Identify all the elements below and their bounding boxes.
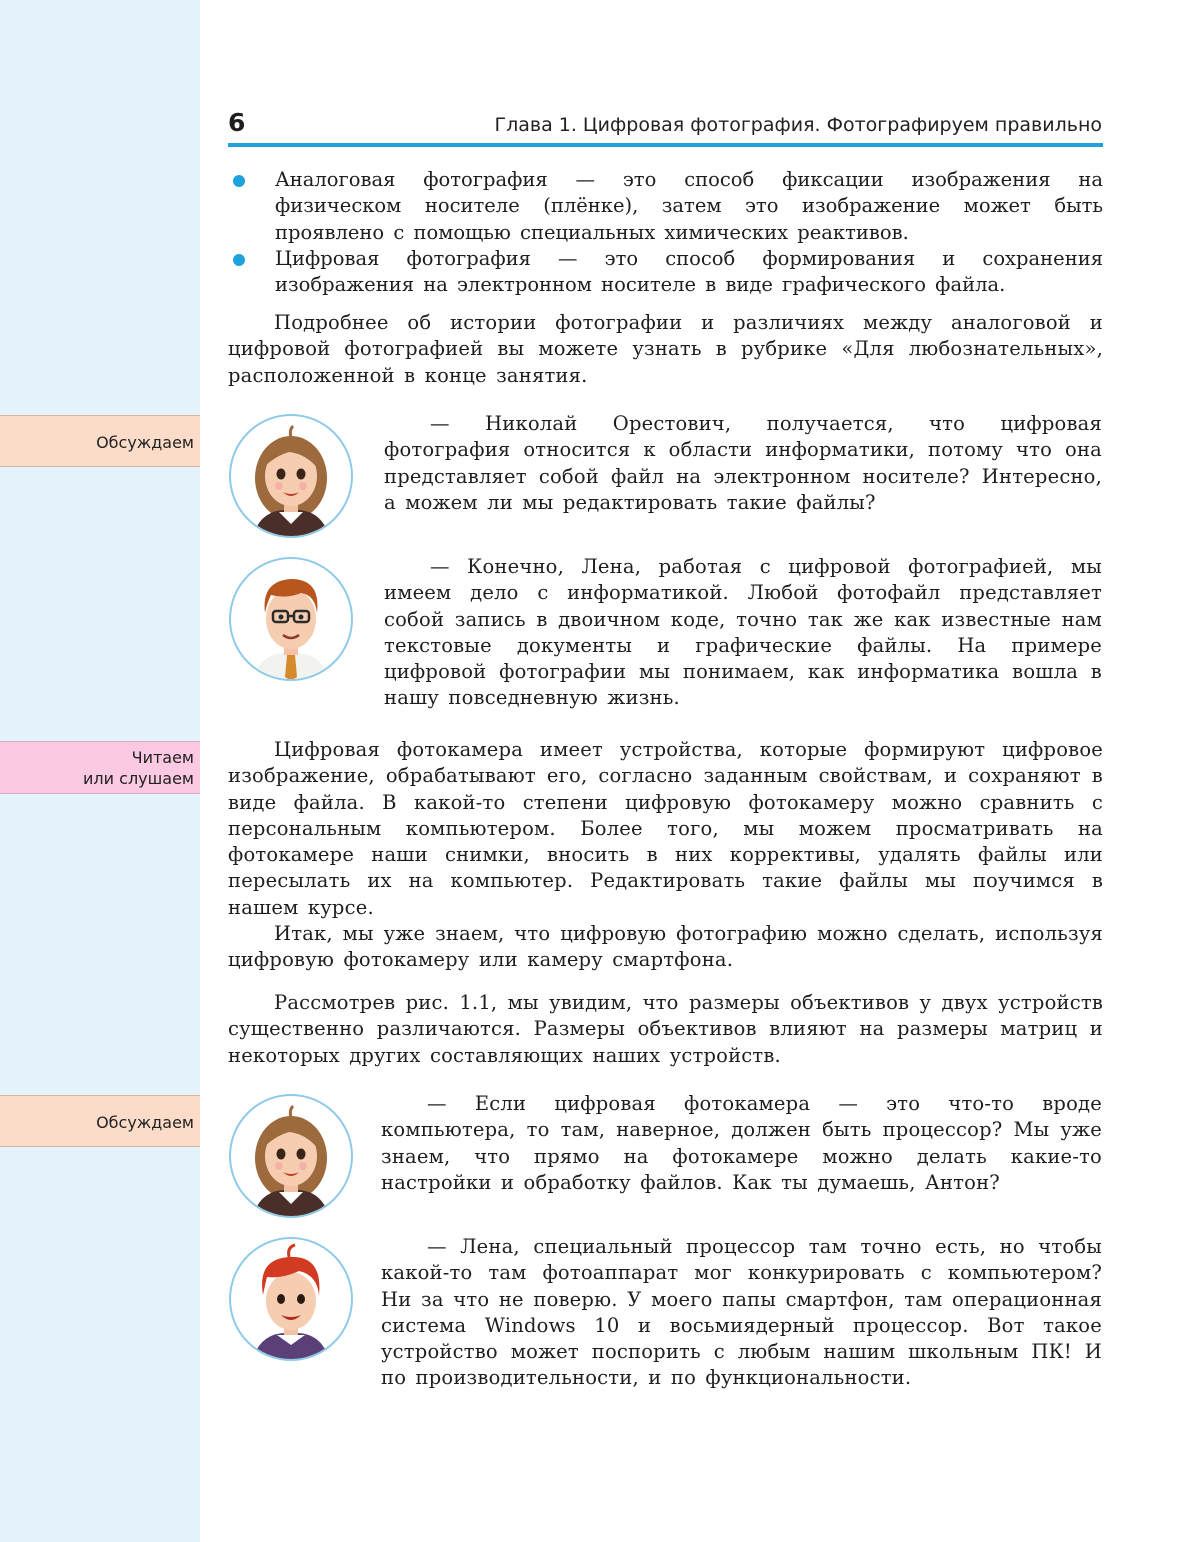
list-item-text: Цифровая фотография — это способ формирования и сохранения изображения на электронном носителе в виде графического файла. [275,246,1103,297]
dialogue-text: — Николай Орестович, получается, что цифровая фотография относится к области информатики, потому что она представляет собой файл на электронном носителе? Интересно, а можем ли мы редактировать такие файлы? [384,412,1102,514]
paragraph-text: Итак, мы уже знаем, что цифровую фотографию можно сделать, используя цифровую фотокамеру или камеру смартфона. [228,922,1103,972]
margin-label-read-listen [0,741,200,794]
margin-label-text: или слушаем [83,768,194,788]
bullet-icon [233,175,245,187]
margin-label-text: Обсуждаем [96,433,194,452]
paragraph-text: Рассмотрев рис. 1.1, мы увидим, что размеры объективов у двух устройств существенно различаются. Размеры объективов влияют на размеры матриц и некоторых других составляющих наших устройств. [228,991,1103,1067]
girl-avatar-icon [229,414,353,538]
dialogue-line [381,1091,1102,1196]
list-item-text: Аналоговая фотография — это способ фиксации изображения на физическом носителе (плёнке), затем это изображение может быть проявлено с помощью специальных химических реактивов. [275,168,1103,244]
bullet-icon [233,254,245,266]
girl-avatar-icon [229,1094,353,1218]
paragraph-text: Цифровая фотокамера имеет устройства, которые формируют цифровое изображение, обрабатывают его, согласно заданным свойствам, и сохраняют в виде файла. В какой-то степени цифровую фотокамеру можно сравнить с персональным компьютером. Более того, мы можем просматривать на фотокамере наши снимки, вносить в них коррективы, удалять файлы или пересылать их на компьютер. Редактировать такие файлы мы поучимся в нашем курсе. [228,738,1103,919]
paragraph-camera [228,737,1103,974]
margin-label-discuss [0,1095,200,1147]
running-head: Глава 1. Цифровая фотография. Фотографируем правильно [494,114,1102,136]
paragraph-history [228,310,1103,389]
list-item [228,246,1103,299]
dialogue-line [384,411,1102,516]
margin-label-text: Обсуждаем [96,1113,194,1132]
teacher-avatar-icon [229,557,353,681]
paragraph-lenses [228,990,1103,1069]
dialogue-line [384,554,1102,712]
boy-avatar-icon [229,1237,353,1361]
page-number: 6 [228,108,246,137]
list-item [228,167,1103,246]
dialogue-line [381,1234,1102,1392]
margin-label-text: Читаем [131,747,194,767]
dialogue-text: — Если цифровая фотокамера — это что-то вроде компьютера, то там, наверное, должен быть процессор? Мы уже знаем, что прямо на фотокамере можно делать какие-то настройки и обработку файлов. Как ты думаешь, Антон? [381,1092,1102,1194]
dialogue-text: — Лена, специальный процессор там точно есть, но чтобы какой-то там фотоаппарат мог конкурировать с компьютером? Ни за что не поверю. У моего папы смартфон, там операционная система Windows 10 и восьмиядерный процессор. Вот такое устройство может поспорить с любым нашим школьным ПК! И по производительности, и по функциональности. [381,1235,1102,1390]
header-rule [228,143,1103,147]
paragraph-text: Подробнее об истории фотографии и различиях между аналоговой и цифровой фотографией вы можете узнать в рубрике «Для любознательных», расположенной в конце занятия. [228,311,1103,387]
margin-label-discuss [0,415,200,467]
dialogue-text: — Конечно, Лена, работая с цифровой фотографией, мы имеем дело с информатикой. Любой фотофайл представляет собой запись в двоичном коде, точно так же как известные нам текстовые документы и графические файлы. На примере цифровой фотографии мы понимаем, как информатика вошла в нашу повседневную жизнь. [384,555,1102,710]
definition-list [228,167,1103,298]
